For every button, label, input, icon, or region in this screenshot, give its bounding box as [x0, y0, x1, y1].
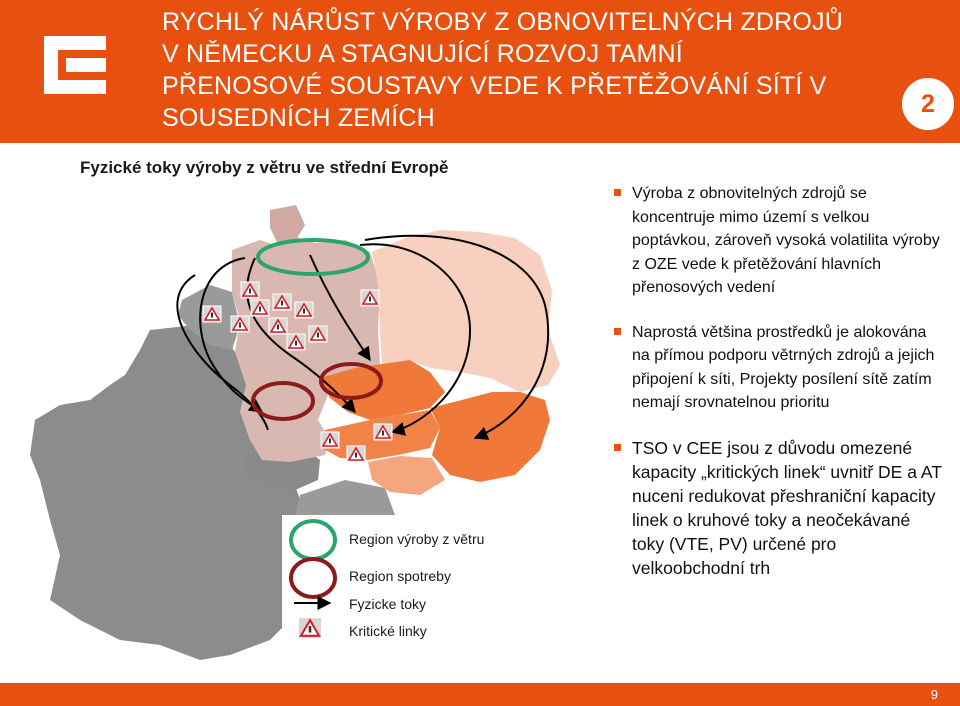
bullet-item	[614, 182, 944, 300]
critical-line-icon	[295, 302, 313, 318]
title-line: V NĚMECKU A STAGNUJÍCÍ ROZVOJ TAMNÍ	[162, 40, 683, 68]
title-line: RYCHLÝ NÁRŮST VÝROBY Z OBNOVITELNÝCH ZDROJŮ	[162, 8, 843, 36]
cez-logo-icon	[44, 36, 106, 94]
legend-consumption-label: Region spotreby	[349, 568, 451, 584]
bullet-text: Naprostá většina prostředků je alokována na přímou podporu větrných zdrojů a jejich připojení k síti, Projekty posílení sítě zatím nemají srovnatelnou prioritu	[632, 323, 935, 411]
critical-line-icon	[374, 424, 392, 440]
critical-line-icon	[251, 300, 269, 316]
critical-line-icon	[361, 290, 379, 306]
bullet-text: Výroba z obnovitelných zdrojů se koncentruje mimo území s velkou poptávkou, zároveň vysoká volatilita výroby z OZE vede k přetěžování hlavních přenosových vedení	[632, 185, 940, 296]
critical-line-icon	[231, 316, 249, 332]
slide-badge: 2	[900, 76, 956, 132]
critical-line-icon	[203, 306, 221, 322]
header-bar	[0, 0, 960, 143]
critical-line-icon	[269, 318, 287, 334]
page-title	[162, 6, 862, 134]
title-line: SOUSEDNÍCH ZEMÍCH	[162, 104, 435, 132]
critical-line-icon	[309, 326, 327, 342]
legend-production-label: Region výroby z větru	[349, 531, 485, 547]
legend-critical-label: Kritické linky	[349, 623, 427, 639]
bullet-list	[614, 182, 944, 580]
europe-flow-map	[0, 175, 610, 680]
critical-line-icon	[273, 294, 291, 310]
bullet-marker-icon	[614, 328, 621, 335]
legend-flows-label: Fyzicke toky	[349, 596, 427, 612]
critical-line-icon	[321, 432, 339, 448]
bullet-marker-icon	[614, 444, 621, 451]
critical-line-icon	[287, 334, 305, 350]
bullet-marker-icon	[614, 189, 621, 196]
critical-line-icon	[241, 282, 259, 298]
map-subtitle: Fyzické toky výroby z větru ve střední Evropě	[80, 158, 449, 177]
title-line: PŘENOSOVÉ SOUSTAVY VEDE K PŘETĚŽOVÁNÍ SÍTÍ V	[162, 72, 827, 100]
critical-line-icon	[347, 446, 365, 462]
bullet-item	[614, 436, 944, 580]
bullet-text: TSO v CEE jsou z důvodu omezené kapacity „kritických linek“ uvnitř DE a AT nuceni redukovat přeshraniční kapacity linek o kruhové toky a neočekávané toky (VTE, PV) určené pro velkoobchodní trh	[632, 437, 942, 578]
slovakia-hungary-region	[430, 392, 550, 482]
footer-bar	[0, 683, 960, 706]
page-number: 9	[930, 687, 938, 702]
legend-critical-icon	[298, 618, 321, 639]
bullet-item	[614, 321, 944, 415]
